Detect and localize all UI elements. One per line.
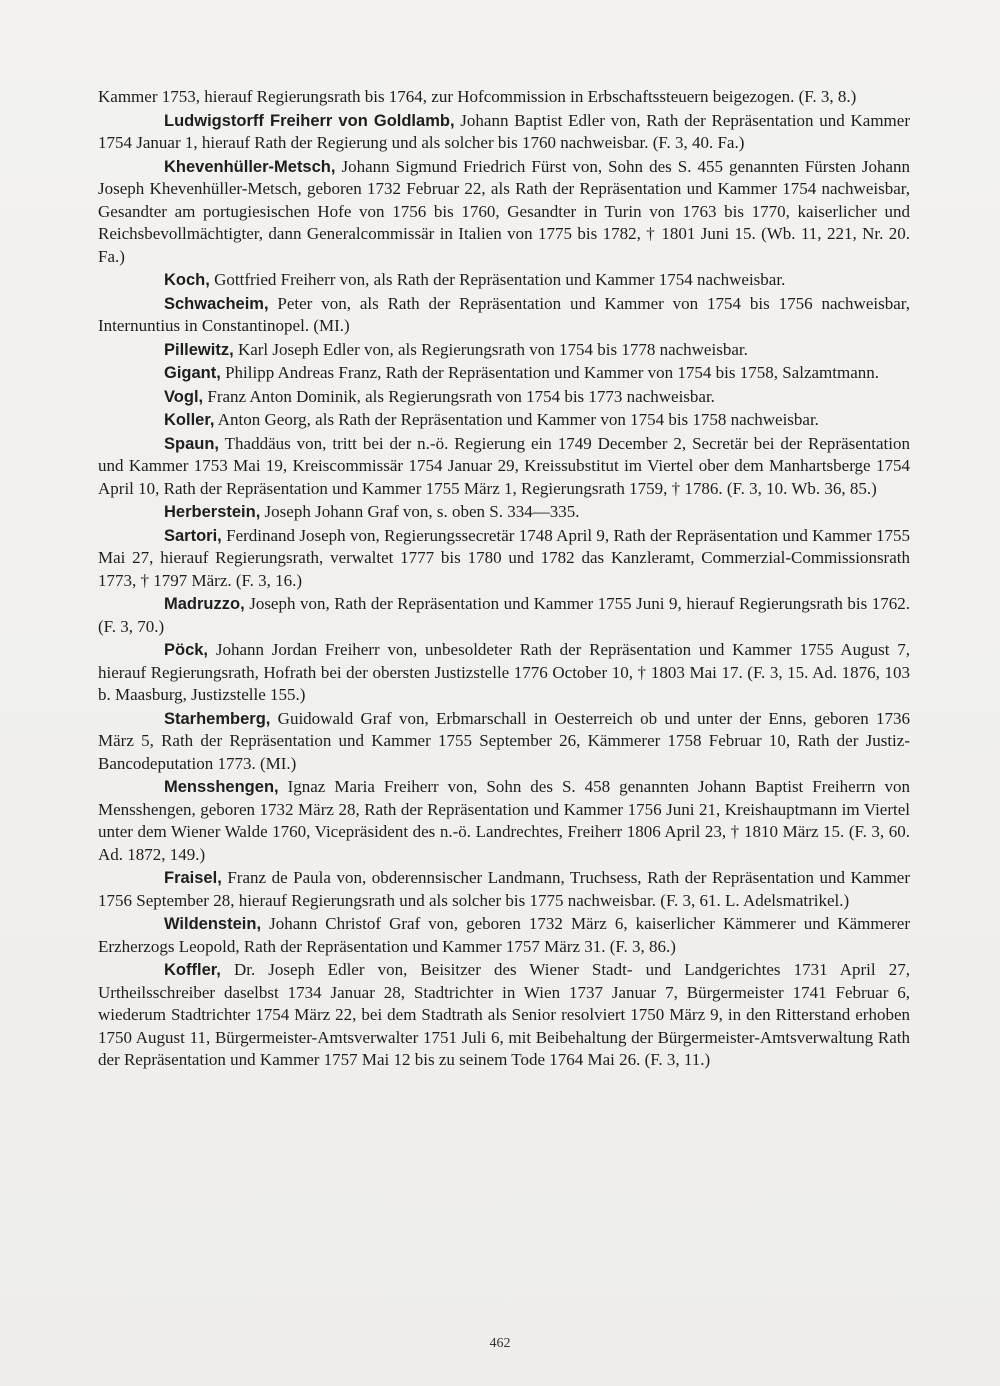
entry-vogl <box>98 386 910 409</box>
entry-text: Johann Jordan Freiherr von, unbesoldeter Rath der Repräsentation und Kammer 1755 August 7, hierauf Regierungsrath, Hofrath bei der obersten Justizstelle 1776 October 10, † 1803 Mai 17. (F. 3, 15. Ad. 1876, 103 b. Maasburg, Justizstelle 155.) <box>98 640 910 704</box>
entry-name: Fraisel, <box>164 869 222 887</box>
entry-text: Guidowald Graf von, Erbmarschall in Oesterreich ob und unter der Enns, geboren 1736 März 5, Rath der Repräsentation und Kammer 1755 September 26, Kämmerer 1758 Februar 10, Rath der Justiz-Bancodeputation 1773. (MI.) <box>98 708 910 773</box>
entry-schwacheim <box>98 293 910 338</box>
entry-text: Kammer 1753, hierauf Regierungsrath bis 1764, zur Hofcommission in Erbschaftssteuern beigezogen. (F. 3, 8.) <box>98 87 857 106</box>
entry-madruzzo <box>98 593 910 638</box>
page-number: 462 <box>489 1336 511 1351</box>
entry-name: Spaun, <box>164 434 220 453</box>
entry-name: Wildenstein, <box>164 915 262 933</box>
entry-starhemberg <box>98 708 910 776</box>
entry-poeck <box>98 639 910 707</box>
entry-text: Franz Anton Dominik, als Regierungsrath von 1754 bis 1773 nachweisbar. <box>203 386 715 406</box>
entry-mensshengen <box>98 776 910 866</box>
entry-name: Schwacheim, <box>164 294 269 313</box>
entry-name: Mensshengen, <box>164 778 279 796</box>
entry-wildenstein <box>98 913 910 958</box>
entry-text: Ignaz Maria Freiherr von, Sohn des S. 458 genannten Johann Baptist Freiherrn von Mensshengen, geboren 1732 März 28, Rath der Repräsentation und Kammer 1756 Juni 21, Kreishauptmann im Viertel unter dem Wiener Walde 1760, Vicepräsident des n.-ö. Landrechtes, Freiherr 1806 April 23, † 1810 März 15. (F. 3, 60. Ad. 1872, 149.) <box>98 777 910 864</box>
entry-text: Thaddäus von, tritt bei der n.-ö. Regierung ein 1749 December 2, Secretär bei der Repräsentation und Kammer 1753 Mai 19, Kreiscommissär 1754 Januar 29, Kreissubstitut im Viertel ober dem Manhartsberge 1754 April 10, Rath der Repräsentation und Kammer 1755 März 1, Regierungsrath 1759, † 1786. (F. 3, 10. Wb. 36, 85.) <box>98 433 910 498</box>
entry-name: Pillewitz, <box>164 340 234 359</box>
entry-name: Khevenhüller-Metsch, <box>164 157 336 176</box>
entry-text: Dr. Joseph Edler von, Beisitzer des Wiener Stadt- und Landgerichtes 1731 April 27, Urtheilsschreiber daselbst 1734 Januar 28, Stadtrichter in Wien 1737 Januar 7, Bürgermeister 1741 Februar 6, wiederum Stadtrichter 1754 März 22, bei dem Stadtrath als Senior resolviert 1750 März 9, in den Ritterstand erhoben 1750 August 11, Bürgermeister-Amtsverwalter 1751 Juli 6, mit Beibehaltung der Bürgermeister-Amtsverwaltung Rath der Repräsentation und Kammer 1757 Mai 12 bis zu seinem Tode 1764 Mai 26. (F. 3, 11.) <box>98 960 910 1069</box>
entry-name: Koch, <box>164 271 210 289</box>
entry-khevenhueller <box>98 156 910 269</box>
entry-text: Ferdinand Joseph von, Regierungssecretär 1748 April 9, Rath der Repräsentation und Kammer 1755 Mai 27, hierauf Regierungsrath, verwaltet 1777 bis 1780 und 1782 das Kanzleramt, Commerzial-Commissionsrath 1773, † 1797 März. (F. 3, 16.) <box>98 525 910 590</box>
entry-name: Herberstein, <box>164 503 261 521</box>
entry-herberstein <box>98 501 910 524</box>
entry-pillewitz <box>98 339 910 362</box>
entry-koch <box>98 269 910 292</box>
entry-name: Gigant, <box>164 364 221 382</box>
entry-text: Gottfried Freiherr von, als Rath der Repräsentation und Kammer 1754 nachweisbar. <box>209 270 786 289</box>
entry-koffler <box>98 959 910 1072</box>
entry-name: Vogl, <box>164 387 204 406</box>
entry-continuation <box>98 86 910 109</box>
page-body <box>98 86 910 1073</box>
entry-text: Karl Joseph Edler von, als Regierungsrath von 1754 bis 1778 nachweisbar. <box>233 339 748 359</box>
entry-fraisel <box>98 867 910 912</box>
entry-name: Ludwigstorff Freiherr von Goldlamb, <box>164 111 455 130</box>
entry-text: Philipp Andreas Franz, Rath der Repräsentation und Kammer von 1754 bis 1758, Salzamtmann. <box>220 363 880 382</box>
entry-name: Starhemberg, <box>164 709 271 728</box>
entry-text: Joseph Johann Graf von, s. oben S. 334—335. <box>260 502 580 521</box>
entry-name: Koller, <box>164 411 215 429</box>
entry-text: Joseph von, Rath der Repräsentation und Kammer 1755 Juni 9, hierauf Regierungsrath bis 1762. (F. 3, 70.) <box>98 594 910 636</box>
entry-name: Pöck, <box>164 641 209 659</box>
entry-name: Koffler, <box>164 961 221 979</box>
entry-text: Johann Baptist Edler von, Rath der Repräsentation und Kammer 1754 Januar 1, hierauf Rath der Regierung und als solcher bis 1760 nachweisbar. (F. 3, 40. Fa.) <box>98 110 910 152</box>
entry-name: Sartori, <box>164 526 222 545</box>
entry-text: Johann Sigmund Friedrich Fürst von, Sohn des S. 455 genannten Fürsten Johann Joseph Khevenhüller-Metsch, geboren 1732 Februar 22, als Rath der Repräsentation und Kammer 1754 nachweisbar, Gesandter am portugiesischen Hofe von 1756 bis 1760, Gesandter in Turin von 1763 bis 1770, kaiserlicher und Reichsbevollmächtigter, dann Generalcommissär in Italien von 1775 bis 1782, † 1801 Juni 15. (Wb. 11, 221, Nr. 20. Fa.) <box>98 156 910 266</box>
entry-spaun <box>98 433 910 501</box>
entry-text: Anton Georg, als Rath der Repräsentation und Kammer von 1754 bis 1758 nachweisbar. <box>214 410 819 429</box>
entry-text: Johann Christof Graf von, geboren 1732 März 6, kaiserlicher Kämmerer und Kämmerer Erzherzogs Leopold, Rath der Repräsentation und Kammer 1757 März 31. (F. 3, 86.) <box>98 914 910 956</box>
entry-ludwigstorff <box>98 110 910 155</box>
entry-sartori <box>98 525 910 593</box>
entry-gigant <box>98 362 910 385</box>
entry-text: Peter von, als Rath der Repräsentation und Kammer von 1754 bis 1756 nachweisbar, Internuntius in Constantinopel. (MI.) <box>98 293 910 335</box>
entry-text: Franz de Paula von, obderennsischer Landmann, Truchsess, Rath der Repräsentation und Kammer 1756 September 28, hierauf Regierungsrath und als solcher bis 1775 nachweisbar. (F. 3, 61. L. Adelsmatrikel.) <box>98 868 910 910</box>
entry-name: Madruzzo, <box>164 595 245 613</box>
entry-koller <box>98 409 910 432</box>
